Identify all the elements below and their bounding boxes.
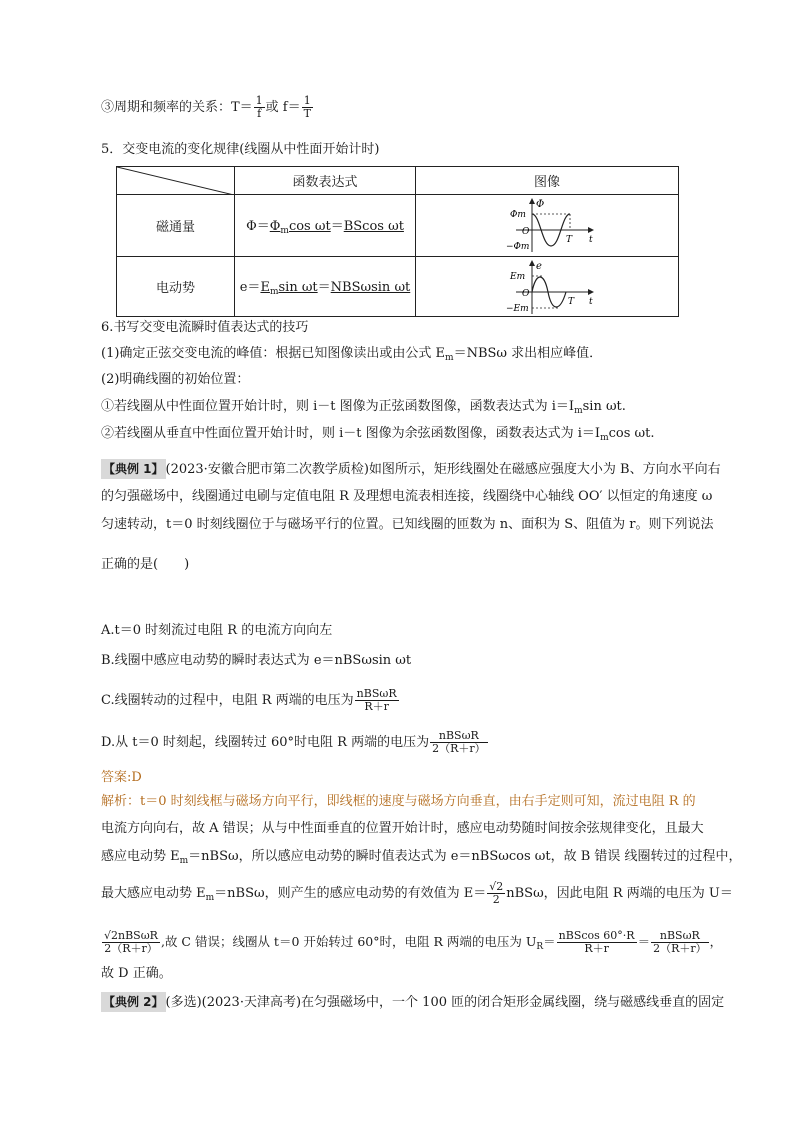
- svg-text:T: T: [566, 234, 573, 245]
- variation-table: [116, 166, 679, 317]
- solution-line-6: 故 D 正确。: [101, 966, 172, 981]
- fraction-1-over-f: $\frac{1}{f}$: [255, 94, 263, 120]
- row-label-emf: 电动势: [117, 257, 235, 317]
- example-1-line-3: 匀速转动，t＝0 时刻线圈位于与磁场平行的位置。已知线圈的匝数为 n、面积为 S、阻值为 r。则下列说法: [101, 517, 714, 532]
- solution-line-1: 解析：t＝0 时刻线框与磁场方向平行，即线框的速度与磁场方向垂直，由右手定则可知，流过电阻 R 的: [101, 794, 696, 809]
- svg-text:t: t: [589, 234, 593, 245]
- option-d: D.从 t＝0 时刻起，线圈转过 60°时电阻 R 两端的电压为 $\frac{\text{nBSωR}}{2(R+r)}$: [101, 729, 486, 755]
- svg-text:Φm: Φm: [510, 209, 526, 220]
- tip-2b: ②若线圈从垂直中性面位置开始计时，则 i－t 图像为余弦函数图像，函数表达式为 $i=I_m\cos$ ωt.: [101, 426, 655, 443]
- example-2-tag: 【典例 2】: [101, 992, 166, 1012]
- section-5-heading: 5．交变电流的变化规律(线圈从中性面开始计时): [101, 142, 380, 157]
- emf-expression: $e=E_m\sin$ ωt＝NBSωsin ωt: [235, 257, 416, 317]
- tip-2: (2)明确线圈的初始位置：: [101, 372, 250, 387]
- tip-1: (1)确定正弦交变电流的峰值：根据已知图像读出或由公式 $E_m=NBS\omega$ 求出相应峰值．: [101, 346, 603, 363]
- svg-text:−Φm: −Φm: [506, 241, 530, 252]
- svg-text:Φ: Φ: [536, 198, 545, 210]
- tip-2a: ①若线圈从中性面位置开始计时，则 i－t 图像为正弦函数图像，函数表达式为 $i=I_m\sin$ ωt.: [101, 399, 626, 416]
- table-corner-cell: [117, 167, 235, 195]
- header-graph: 图像: [416, 167, 679, 195]
- flux-expression: $\Phi=\Phi_m\cos$ ωt＝BScos ωt: [235, 195, 416, 257]
- solution-line-3: 感应电动势 $E_m=nBS\omega$，所以感应电动势的瞬时值表达式为 e＝nBSωcos ωt，故 B 错误 线圈转过的过程中，: [101, 849, 742, 866]
- example-1-line-1: 【典例 1】 (2023·安徽合肥市第二次教学质检)如图所示，矩形线圈处在磁感应强度大小为 B、方向水平向右: [101, 459, 721, 480]
- option-a: A.t＝0 时刻流过电阻 R 的电流方向向左: [101, 623, 333, 638]
- svg-text:O: O: [522, 226, 530, 237]
- solution-line-2: 电流方向向右，故 A 错误；从与中性面垂直的位置开始计时，感应电动势随时间按余弦规律变化，且最大: [101, 821, 704, 836]
- row-label-flux: 磁通量: [117, 195, 235, 257]
- diagonal-line: [117, 167, 234, 195]
- emf-graph-cell: [416, 257, 679, 317]
- svg-text:e: e: [536, 260, 542, 272]
- answer-line: 答案:D: [101, 770, 142, 785]
- section-6-heading: 6.书写交变电流瞬时值表达式的技巧: [101, 320, 309, 335]
- header-expression: 函数表达式: [235, 167, 416, 195]
- period-frequency-line: ③周期和频率的关系：T＝ $\frac{1}{f}$ 或 f＝ $\frac{1}{T}$: [101, 94, 311, 120]
- svg-text:t: t: [589, 296, 593, 307]
- flux-graph-cell: [416, 195, 679, 257]
- example-2-line-1: 【典例 2】 (多选)(2023·天津高考)在匀强磁场中，一个 100 匝的闭合矩形金属线圈，绕与磁感线垂直的固定: [101, 992, 724, 1013]
- option-c: C.线圈转动的过程中，电阻 R 两端的电压为 $\frac{\text{nBSωR}}{R+r}$: [101, 687, 397, 713]
- solution-line-4: 最大感应电动势 $E_m=nBS\omega$，则产生的感应电动势的有效值为 E＝ $\frac{√2}{2}$ nBSω，因此电阻 R 两端的电压为 U＝: [101, 880, 733, 906]
- example-1-line-2: 的匀强磁场中，线圈通过电刷与定值电阻 R 及理想电流表相连接，线圈绕中心轴线 OO′ 以恒定的角速度 ω: [101, 489, 713, 504]
- svg-text:O: O: [522, 288, 530, 299]
- svg-text:Em: Em: [510, 271, 526, 282]
- svg-text:−Em: −Em: [506, 303, 529, 314]
- flux-graph: [416, 196, 678, 256]
- example-1-line-4: 正确的是( ): [101, 557, 190, 572]
- solution-line-5: $\frac{\text{√2nBSωR}}{2(R+r)}$ ,故 C 错误；线圈从 t＝0 开始转过 60°时，电阻 R 两端的电压为 $U_R=$ $\frac{\text{nBScos 60°·R}}{R+r}$ ＝ $\frac{\text{nBSωR}}{2(R+r)}$ ，: [104, 929, 723, 955]
- fraction-1-over-T: $\frac{1}{T}$: [303, 94, 311, 120]
- option-b: B.线圈中感应电动势的瞬时表达式为 e＝nBSωsin ωt: [101, 653, 412, 668]
- svg-text:T: T: [568, 296, 575, 307]
- emf-graph: [416, 258, 678, 316]
- example-1-tag: 【典例 1】: [101, 459, 166, 479]
